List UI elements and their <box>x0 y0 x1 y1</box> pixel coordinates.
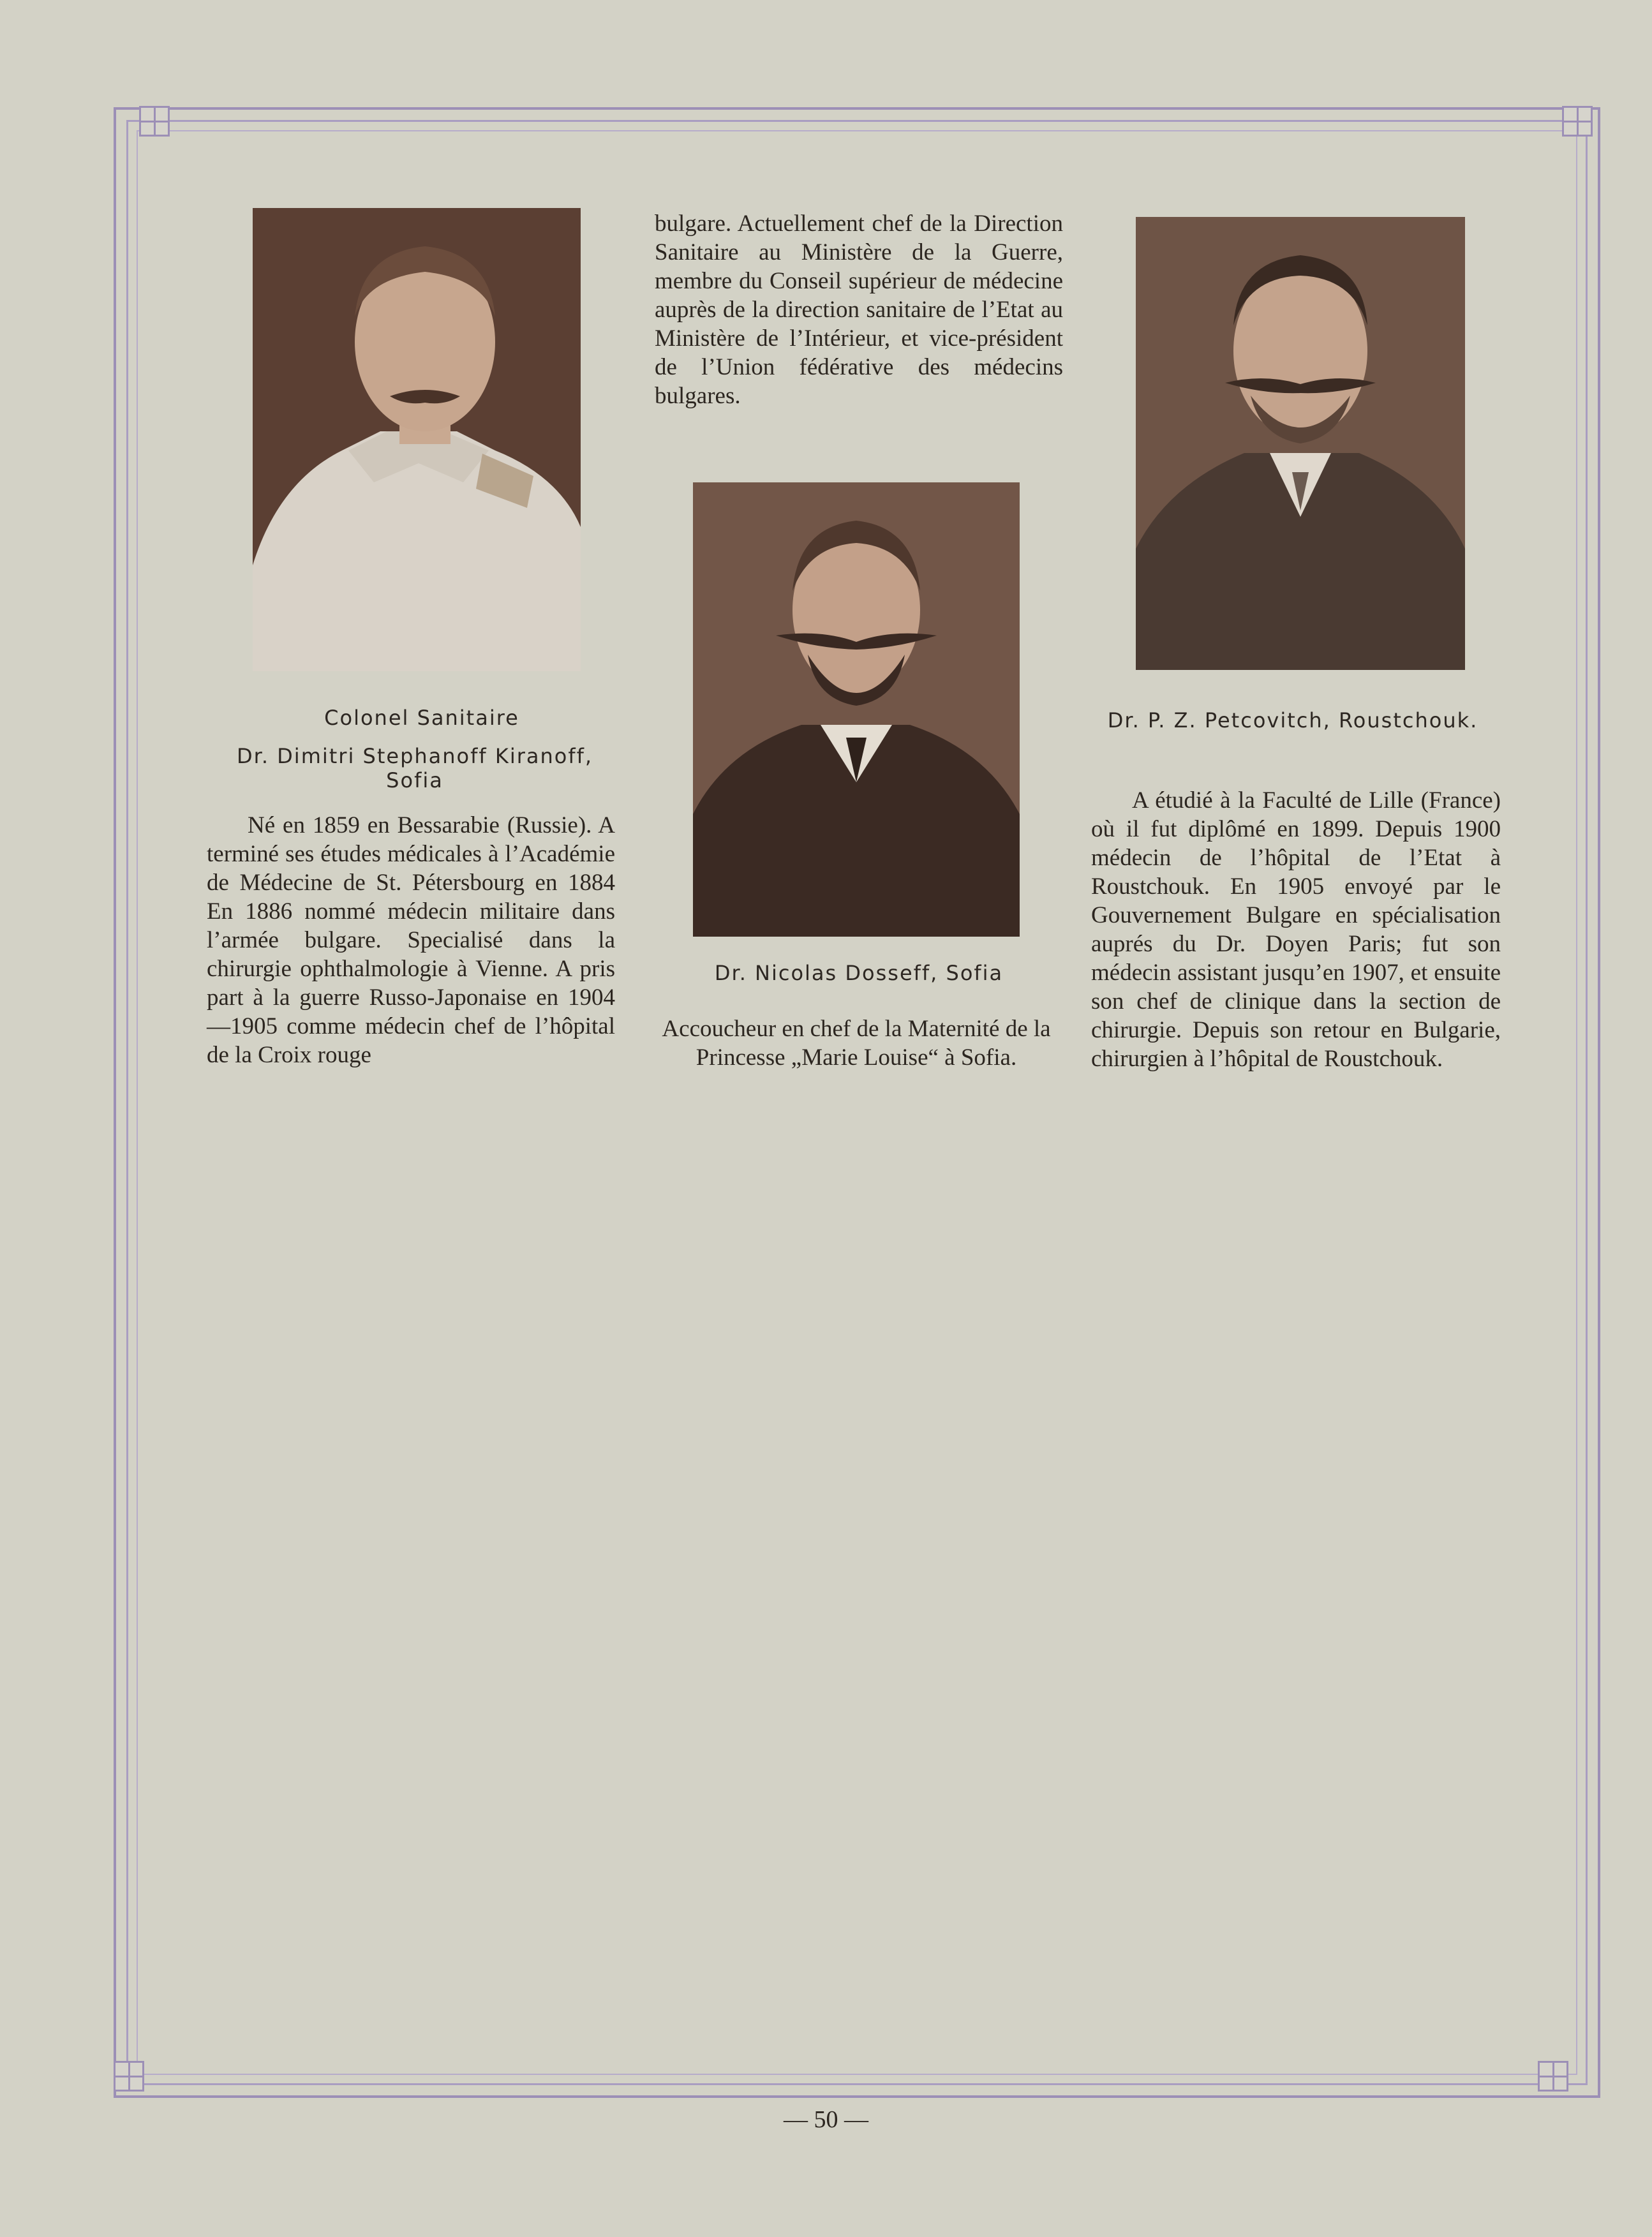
description-dosseff: Accoucheur en chef de la Maternité de la Princesse „Marie Louise“ à Sofia. <box>662 1016 1051 1071</box>
bio-kiranoff: Né en 1859 en Bessarabie (Russie). A terminé ses études médicales à l’Académie de Médecine de St. Pétersbourg en 1884 En 1886 nommé médecin militaire dans l’armée bulgare. Specialisé dans la chirurgie ophthalmologie à Vienne. A pris part à la guerre Russo-Japonaise en 1904—1905 comme médecin chef de l’hôpital de la Croix rouge <box>207 812 615 1068</box>
bio-petcovitch: A étudié à la Faculté de Lille (France) où il fut diplômé en 1899. Depuis 1900 médecin de l’hôpital de l’Etat à Roustchouk. En 1905 envoyé par le Gouvernement Bulgare en spécialisation auprés du Dr. Doyen Paris; fut son médecin assistant jusqu’en 1907, et ensuite son chef de clinique dans la section de chirurgie. Depuis son retour en Bulgarie, chirurgien à l’hôpital de Roustchouk. <box>1091 787 1501 1072</box>
corner-ornament-top-left <box>139 106 170 137</box>
corner-ornament-bottom-right <box>1538 2061 1568 2092</box>
bio-kiranoff-continued: bulgare. Actuellement chef de la Direction Sanitaire au Ministère de la Guerre, membre du Conseil supérieur de médecine auprès de la direction sanitaire de l’Etat au Ministère de l’Intérieur, et vice-président de l’Union fédérative des médecins bulgares. <box>655 211 1063 409</box>
portrait-dosseff <box>693 482 1020 937</box>
corner-ornament-top-right <box>1562 106 1593 137</box>
portrait-petcovitch <box>1136 217 1465 670</box>
page-number: — 50 — <box>784 2106 868 2133</box>
caption-kiranoff-name: Dr. Dimitri Stephanoff Kiranoff, Sofia <box>236 744 593 792</box>
caption-dosseff: Dr. Nicolas Dosseff, Sofia <box>714 961 1004 985</box>
caption-petcovitch: Dr. P. Z. Petcovitch, Roustchouk. <box>1107 708 1478 732</box>
corner-ornament-bottom-left <box>114 2061 144 2092</box>
portrait-kiranoff <box>253 208 581 671</box>
caption-kiranoff-title: Colonel Sanitaire <box>324 706 519 730</box>
